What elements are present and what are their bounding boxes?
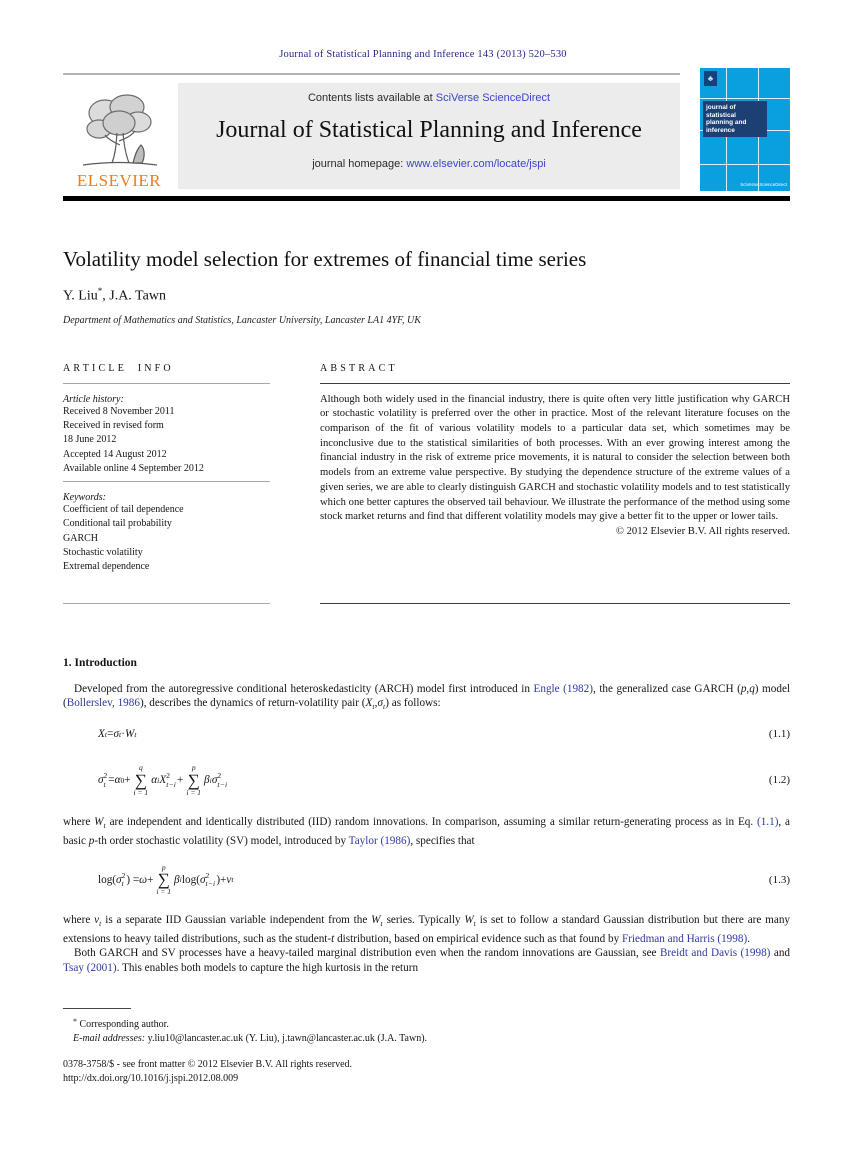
superscript: 2 <box>121 870 126 880</box>
contents-prefix: Contents lists available at <box>307 92 436 104</box>
cover-journal-title: journal of statistical planning and inference <box>703 101 767 137</box>
masthead <box>63 74 790 190</box>
intro-paragraph-3: where $v_t$ is a separate IID Gaussian variable independent from the $W_t$ series. Typically $W_t$ is set to follow a standard Gaussian distribution but there are many extensions to heavy tailed distributions, such as the student-t distribution, based on empirical evidence such as that found by Friedman and Harris (1998). <box>63 913 791 945</box>
citation-link[interactable]: Tsay (2001) <box>63 962 117 975</box>
text-token: log( <box>98 873 117 886</box>
elsevier-tree-icon <box>75 89 163 171</box>
text-token: p <box>88 835 95 848</box>
text-token: v <box>94 913 100 926</box>
text-token: β <box>174 873 180 886</box>
text-token: σ <box>116 873 122 886</box>
intro-paragraph-4: Both GARCH and SV processes have a heavy-tailed marginal distribution even when the random innovations are Gaussian, see Breidt and Davis (1998) and Tsay (2001). This enables both models to capture the high kurtosis in the return <box>63 947 791 975</box>
article-history-label: Article history: <box>63 393 124 405</box>
abstract-column <box>320 363 790 604</box>
summation-lower-limit: i = 1 <box>133 787 149 797</box>
footnote-star: * <box>73 1017 77 1026</box>
cover-grid-line <box>700 98 790 99</box>
sup-sub-stack <box>122 872 126 888</box>
text-token: i <box>157 775 160 785</box>
equation-1-3-body <box>63 864 234 896</box>
summation-symbol <box>134 764 149 796</box>
text-token: X <box>365 697 373 710</box>
equation-1-3 <box>63 857 790 903</box>
equation-1-1 <box>63 725 790 743</box>
footnote-block <box>63 1008 790 1046</box>
text-token: log( <box>181 873 200 886</box>
sup-sub-stack <box>205 872 215 888</box>
sciverse-sciencedirect-link[interactable]: SciVerse ScienceDirect <box>435 92 551 104</box>
text-token: t <box>103 821 106 831</box>
equation-1-3-number: (1.3) <box>768 873 790 886</box>
article-history-item: Received in revised form <box>63 419 164 431</box>
corresponding-author-mark[interactable]: * <box>97 286 103 296</box>
journal-reference-line: Journal of Statistical Planning and Inference 143 (2013) 520–530 <box>279 49 567 60</box>
text-token: σ <box>211 774 218 787</box>
article-title: Volatility model selection for extremes of financial time series <box>63 247 587 271</box>
text-token: t <box>382 702 386 712</box>
cover-sciencedirect-label: SciVerse ScienceDirect <box>740 182 787 187</box>
email-label: E-mail addresses: <box>73 1033 146 1044</box>
affiliation: Department of Mathematics and Statistics, Lancaster University, Lancaster LA1 4YF, UK <box>63 314 421 326</box>
history-divider <box>63 481 270 482</box>
cover-grid-line <box>700 164 790 165</box>
superscript: 2 <box>166 771 170 781</box>
header-divider <box>63 73 680 75</box>
article-history-item: Accepted 14 August 2012 <box>63 448 167 460</box>
text-token: · <box>121 728 126 741</box>
text-token: W <box>371 913 381 926</box>
text-token: = <box>107 728 114 741</box>
text-token: t <box>104 729 108 739</box>
text-token: t <box>231 875 234 885</box>
text-token: = <box>108 774 115 787</box>
article-history-lines <box>63 405 270 476</box>
superscript: 2 <box>217 771 222 781</box>
citation-link[interactable]: Taylor (1986) <box>348 835 411 848</box>
citation-link[interactable]: Breidt and Davis (1998) <box>659 947 771 960</box>
author-1: Y. Liu <box>63 288 98 304</box>
citation-link[interactable]: (1.1) <box>756 816 779 829</box>
masthead-banner <box>178 83 680 189</box>
keyword-lines <box>63 503 270 574</box>
text-token: σ <box>199 873 206 886</box>
text-token: α <box>151 774 158 787</box>
summation-symbol <box>186 764 201 796</box>
article-history-item: Available online 4 September 2012 <box>63 462 204 474</box>
subscript: t−i <box>205 879 216 889</box>
summation-lower-limit: i = 1 <box>186 787 202 797</box>
text-token: t <box>380 918 383 928</box>
summation-upper-limit: q <box>138 763 143 773</box>
journal-homepage-link[interactable]: www.elsevier.com/locate/jspi <box>406 158 546 170</box>
elsevier-logo <box>63 83 175 189</box>
superscript: 2 <box>205 870 210 880</box>
keyword-item: Extremal dependence <box>63 561 150 573</box>
abstract-rule <box>320 383 790 384</box>
text-token: 0 <box>120 775 125 785</box>
text-token: σ <box>377 697 383 710</box>
text-token: + <box>124 774 131 787</box>
abstract-text: Although both widely used in the financial industry, there is quite often very little justification why GARCH or stochastic volatility is preferred over the other in practice. Most of the relevant literature focuses on the comparison of the fit of various volatility models to a particular data set, which sometimes may be inconclusive due to the statistical similarities of both processes. With an ever growing interest among the financial industry in the risk of extreme price movements, it is natural to consider the selection between both models from an extreme value perspective. By studying the dependence structure of the extreme values of a given series, we are able to clearly distinguish GARCH and stochastic volatility models and to test statistically which one better captures the observed tail behaviour. We illustrate the performance of the method using some stock market returns and find that different volatility models may give a better fit to the upper or lower tails. <box>320 393 790 523</box>
sup-sub-stack <box>166 772 176 788</box>
text-token: + <box>147 873 154 886</box>
doi-line: http://dx.doi.org/10.1016/j.jspi.2012.08.009 <box>63 1073 239 1084</box>
sup-sub-stack <box>104 772 108 788</box>
article-info-rule <box>63 383 270 384</box>
citation-link[interactable]: Engle (1982) <box>533 682 593 695</box>
text-token: σ <box>113 728 119 741</box>
journal-cover-thumbnail <box>700 68 790 191</box>
homepage-line <box>178 158 680 170</box>
text-token: i <box>209 775 212 785</box>
article-history-item: Received 8 November 2011 <box>63 405 175 417</box>
abstract-bottom-rule <box>320 603 790 604</box>
summation-symbol <box>156 864 171 896</box>
abstract-copyright: © 2012 Elsevier B.V. All rights reserved. <box>615 525 790 537</box>
issn-line: 0378-3758/$ - see front matter © 2012 Elsevier B.V. All rights reserved. <box>63 1059 353 1070</box>
text-token: )+ <box>216 873 227 886</box>
text-token: β <box>204 774 210 787</box>
text-token: t <box>134 729 137 739</box>
text-token: q <box>749 682 755 695</box>
contents-line <box>178 92 680 104</box>
corresponding-author-note <box>63 1015 790 1032</box>
text-token: t <box>118 729 122 739</box>
text-token: X <box>98 728 105 741</box>
cover-elsevier-mark: ♣ <box>704 71 717 86</box>
equation-1-2-number: (1.2) <box>768 774 790 787</box>
article-info-column <box>63 363 270 604</box>
homepage-prefix: journal homepage: <box>312 158 407 170</box>
keyword-item: Stochastic volatility <box>63 547 143 559</box>
text-token: X <box>159 774 167 787</box>
author-2: , J.A. Tawn <box>102 288 166 304</box>
intro-paragraph-2: where $W_t$ are independent and identically distributed (IID) random innovations. In comparison, assuming a similar return-generating process as in Eq. (1.1), a basic p-th order stochastic volatility (SV) model, introduced by Taylor (1986), specifies that <box>63 816 790 848</box>
text-token: ) = <box>126 873 140 886</box>
keyword-item: Coefficient of tail dependence <box>63 504 184 516</box>
equation-1-2 <box>63 757 790 803</box>
equation-1-1-number: (1.1) <box>768 728 790 741</box>
article-history-item: 18 June 2012 <box>63 434 117 446</box>
email-addresses-line <box>63 1032 790 1046</box>
subscript: t <box>103 779 106 789</box>
section-heading-introduction: 1. Introduction <box>63 656 137 669</box>
equation-1-2-body <box>63 764 228 796</box>
text-token: W <box>125 728 135 741</box>
text-token: t <box>473 918 476 928</box>
keyword-item: GARCH <box>63 532 99 544</box>
text-token: σ <box>98 774 104 787</box>
summation-lower-limit: i = 1 <box>156 887 172 897</box>
text-token: W <box>464 913 474 926</box>
authors-line <box>63 286 846 305</box>
sigma-icon: ∑ <box>134 770 147 790</box>
text-token: v <box>226 873 232 886</box>
corresponding-author-text: Corresponding author. <box>77 1019 169 1030</box>
text-token: ω <box>139 873 148 886</box>
subscript: t−i <box>166 779 177 789</box>
sigma-icon: ∑ <box>187 770 200 790</box>
info-abstract-section <box>63 363 790 604</box>
article-info-header: ARTICLE INFO <box>63 362 174 374</box>
subscript: t−i <box>217 779 228 789</box>
abstract-header: ABSTRACT <box>320 362 398 374</box>
text-token: t <box>331 932 335 945</box>
keywords-label: Keywords: <box>63 492 106 504</box>
text-token: t <box>99 918 102 928</box>
equation-1-1-body <box>63 728 137 740</box>
summation-upper-limit: p <box>191 763 196 773</box>
intro-paragraph-1: Developed from the autoregressive conditional heteroskedasticity (ARCH) model first introduced in Engle (1982), the generalized case GARCH (p,q) model (Bollerslev, 1986), describes the dynamics of return-volatility pair $(X_t,\sigma_t)$ as follows: <box>63 682 791 712</box>
summation-upper-limit: p <box>161 862 166 872</box>
journal-title: Journal of Statistical Planning and Inference <box>216 117 642 143</box>
superscript: 2 <box>103 771 108 781</box>
text-token: α <box>114 774 121 787</box>
text-token: p <box>740 682 747 695</box>
masthead-black-bar <box>63 196 790 201</box>
article-info-bottom-rule <box>63 603 270 604</box>
citation-link[interactable]: Bollerslev, 1986 <box>66 697 140 710</box>
text-token: + <box>177 774 184 787</box>
issn-doi-block <box>63 1058 790 1086</box>
sigma-icon: ∑ <box>157 870 170 890</box>
keyword-item: Conditional tail probability <box>63 518 172 530</box>
citation-link[interactable]: Friedman and Harris (1998) <box>621 932 748 945</box>
text-token: W <box>94 816 104 829</box>
elsevier-wordmark: ELSEVIER <box>76 171 162 190</box>
email-values: y.liu10@lancaster.ac.uk (Y. Liu), j.tawn@lancaster.ac.uk (J.A. Tawn). <box>145 1033 428 1044</box>
sup-sub-stack <box>217 772 227 788</box>
footnote-rule <box>63 1008 131 1009</box>
text-token: t <box>372 702 375 712</box>
subscript: t <box>121 879 124 889</box>
text-token: i <box>179 875 182 885</box>
